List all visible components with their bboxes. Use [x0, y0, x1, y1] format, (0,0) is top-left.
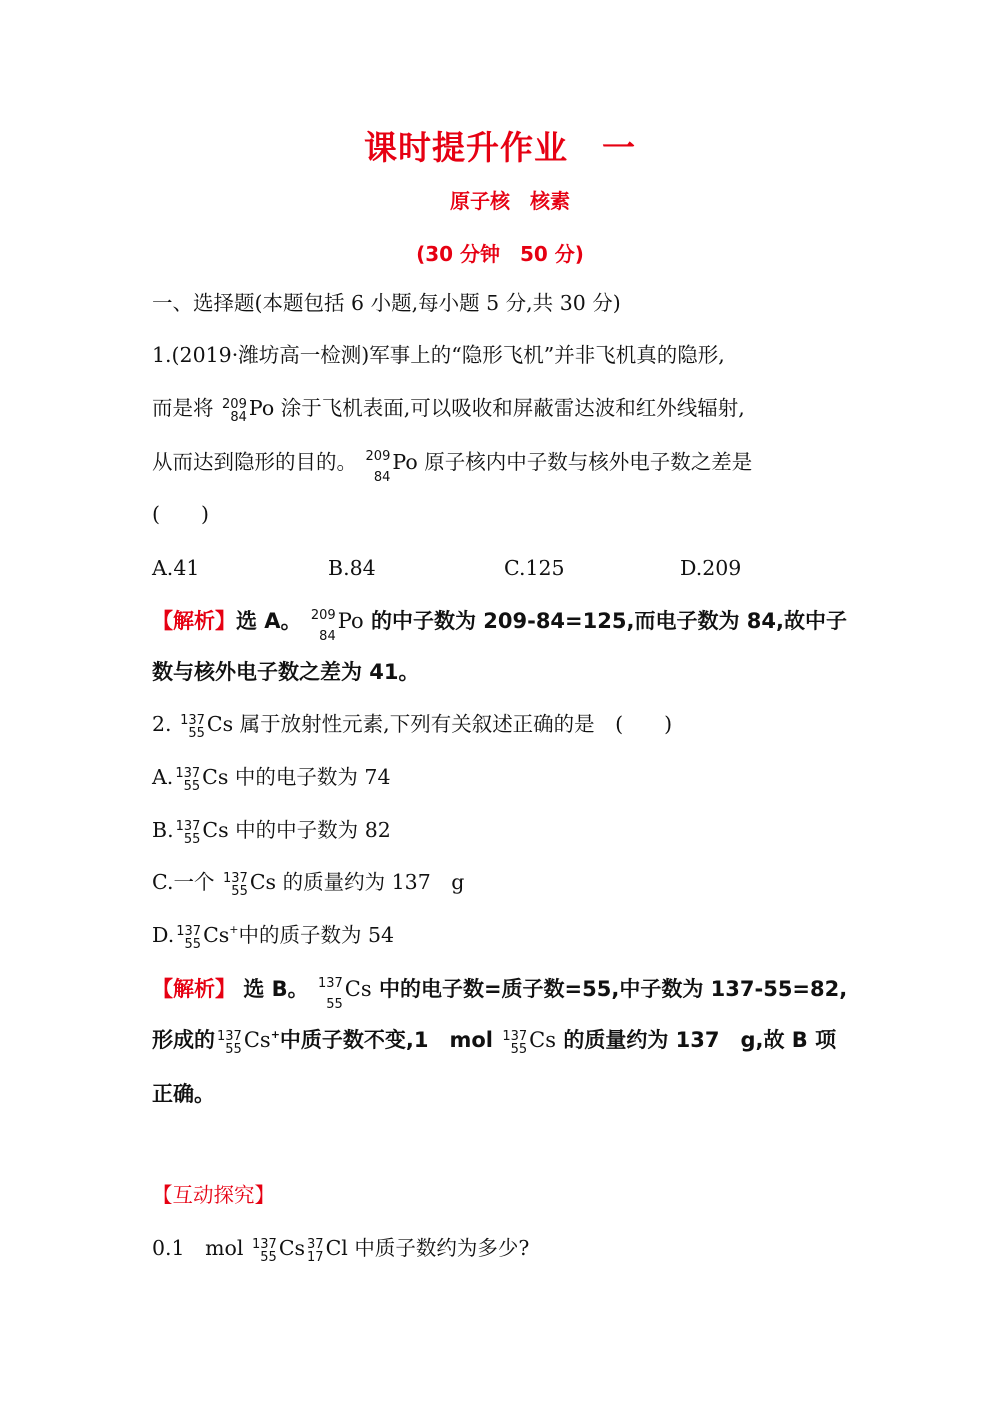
nuclide-mass: 37: [307, 1237, 324, 1252]
nuclide-symbol: Cs: [529, 1028, 557, 1052]
q2-stem-pre: 2.: [152, 712, 172, 736]
nuclide-symbol: Cs: [203, 923, 230, 947]
analysis-choice: 选 B。: [243, 977, 309, 1001]
option-letter: C.一个: [152, 870, 215, 894]
nuclide-symbol: Po: [248, 396, 275, 420]
ion-charge: +: [270, 1028, 280, 1041]
nuclide-atomic: 55: [326, 997, 343, 1012]
nuclide-atomic: 84: [373, 470, 391, 485]
q2-option-c: [152, 870, 862, 898]
q2-option-b: [152, 818, 862, 846]
nuclide-atomic: 55: [231, 884, 248, 899]
nuclide-symbol: Po: [392, 450, 418, 474]
nuclide-cl: [307, 1238, 324, 1264]
q1-line1: 1.(2019·潍坊高一检测)军事上的“隐形飞机”并非飞机真的隐形,: [152, 343, 725, 367]
analysis-text: 的中子数为 209-84=125,而电子数为 84,故中子: [370, 609, 847, 633]
nuclide-cs: [318, 977, 343, 1011]
q1-line3: [152, 450, 862, 484]
analysis-text-mid: 中质子数不变,1 mol: [279, 1028, 494, 1052]
nuclide-atomic: 55: [260, 1250, 277, 1265]
option-letter: A.: [152, 765, 174, 789]
nuclide-po: [311, 609, 336, 643]
q2-option-a: [152, 765, 862, 793]
explore-question: [152, 1236, 862, 1264]
nuclide-atomic: 84: [230, 410, 247, 425]
nuclide-atomic: 55: [225, 1042, 242, 1057]
nuclide-cs: [175, 767, 200, 793]
nuclide-atomic: 55: [188, 726, 205, 741]
nuclide-symbol: Cs: [249, 870, 277, 894]
analysis-text-pre: 形成的: [152, 1028, 215, 1052]
nuclide-cs: [176, 925, 201, 951]
q2-option-d: [152, 923, 862, 951]
nuclide-po: [222, 398, 247, 424]
option-text: 中的电子数为 74: [234, 765, 391, 789]
nuclide-cs: [217, 1030, 242, 1056]
nuclide-atomic: 55: [510, 1042, 528, 1057]
nuclide-mass: 137: [180, 713, 205, 728]
q1-line2-post: 涂于飞机表面,可以吸收和屏蔽雷达波和红外线辐射,: [280, 396, 745, 420]
option-text: 中的质子数为 54: [238, 923, 395, 947]
nuclide-atomic: 55: [184, 937, 202, 952]
q1-option-d: D.209: [680, 556, 742, 580]
nuclide-symbol: Cs: [243, 1028, 271, 1052]
nuclide-cs: [252, 1238, 277, 1264]
q1-analysis-line1: [152, 609, 862, 643]
q1-line3-post: 原子核内中子数与核外电子数之差是: [424, 450, 753, 474]
time-score-info: (30 分钟 50 分): [416, 242, 584, 266]
q2-stem: [152, 712, 862, 740]
q1-line2-pre: 而是将: [152, 396, 214, 420]
nuclide-mass: 137: [175, 766, 201, 781]
analysis-text: 中的电子数=质子数=55,中子数为 137-55=82,: [378, 977, 848, 1001]
analysis-tag: 【解析】: [152, 609, 236, 633]
q1-line3-pre: 从而达到隐形的目的。: [152, 450, 357, 474]
nuclide-mass: 209: [365, 449, 391, 464]
q1-option-a: A.41: [152, 556, 200, 580]
page-title: 课时提升作业 一: [364, 128, 636, 167]
analysis-text-post: 的质量约为 137 g,故 B 项: [563, 1028, 837, 1052]
q1-analysis-line2: 数与核外电子数之差为 41。: [152, 660, 420, 684]
nuclide-po: [366, 450, 391, 484]
q2-analysis-line3: 正确。: [152, 1082, 215, 1106]
explore-tag: 【互动探究】: [152, 1183, 275, 1207]
q1-options: [152, 556, 862, 582]
ion-charge: +: [229, 923, 239, 936]
nuclide-mass: 137: [176, 924, 202, 939]
nuclide-symbol: Cs: [202, 765, 229, 789]
nuclide-symbol: Po: [337, 609, 364, 633]
q2-stem-post: 属于放射性元素,下列有关叙述正确的是 ( ): [239, 712, 673, 736]
nuclide-symbol: Cs: [278, 1236, 306, 1260]
q2-analysis-line1: [152, 977, 862, 1011]
q1-option-b: B.84: [328, 556, 376, 580]
nuclide-cs: [176, 820, 201, 846]
explore-text-post: 中质子数约为多少?: [354, 1236, 530, 1260]
option-text: 的质量约为 137 g: [282, 870, 465, 894]
nuclide-symbol: Cs: [202, 818, 229, 842]
q1-option-c: C.125: [504, 556, 565, 580]
explore-text-pre: 0.1 mol: [152, 1236, 244, 1260]
nuclide-atomic: 55: [183, 832, 201, 847]
nuclide-mass: 137: [502, 1029, 528, 1044]
nuclide-mass: 137: [251, 1237, 277, 1252]
analysis-tag: 【解析】: [152, 977, 236, 1001]
option-text: 中的中子数为 82: [235, 818, 391, 842]
nuclide-mass: 137: [317, 976, 343, 991]
nuclide-mass: 137: [217, 1029, 242, 1044]
answer-blank: ( ): [152, 502, 209, 526]
nuclide-symbol: Cl: [325, 1236, 348, 1260]
option-letter: D.: [152, 923, 175, 947]
nuclide-mass: 209: [310, 608, 336, 623]
nuclide-symbol: Cs: [206, 712, 234, 736]
nuclide-cs: [223, 872, 248, 898]
section-heading: 一、选择题(本题包括 6 小题,每小题 5 分,共 30 分): [152, 291, 621, 315]
page-subtitle: 原子核 核素: [450, 189, 570, 213]
nuclide-mass: 137: [223, 871, 248, 886]
option-letter: B.: [152, 818, 174, 842]
nuclide-cs: [502, 1030, 527, 1056]
nuclide-atomic: 55: [183, 779, 201, 794]
q1-line2: [152, 396, 862, 424]
nuclide-atomic: 17: [307, 1250, 324, 1265]
nuclide-mass: 209: [222, 397, 247, 412]
nuclide-cs: [180, 714, 205, 740]
nuclide-atomic: 84: [319, 629, 336, 644]
nuclide-mass: 137: [175, 819, 201, 834]
q2-analysis-line2: [152, 1028, 862, 1056]
nuclide-symbol: Cs: [344, 977, 372, 1001]
analysis-choice: 选 A。: [236, 609, 302, 633]
